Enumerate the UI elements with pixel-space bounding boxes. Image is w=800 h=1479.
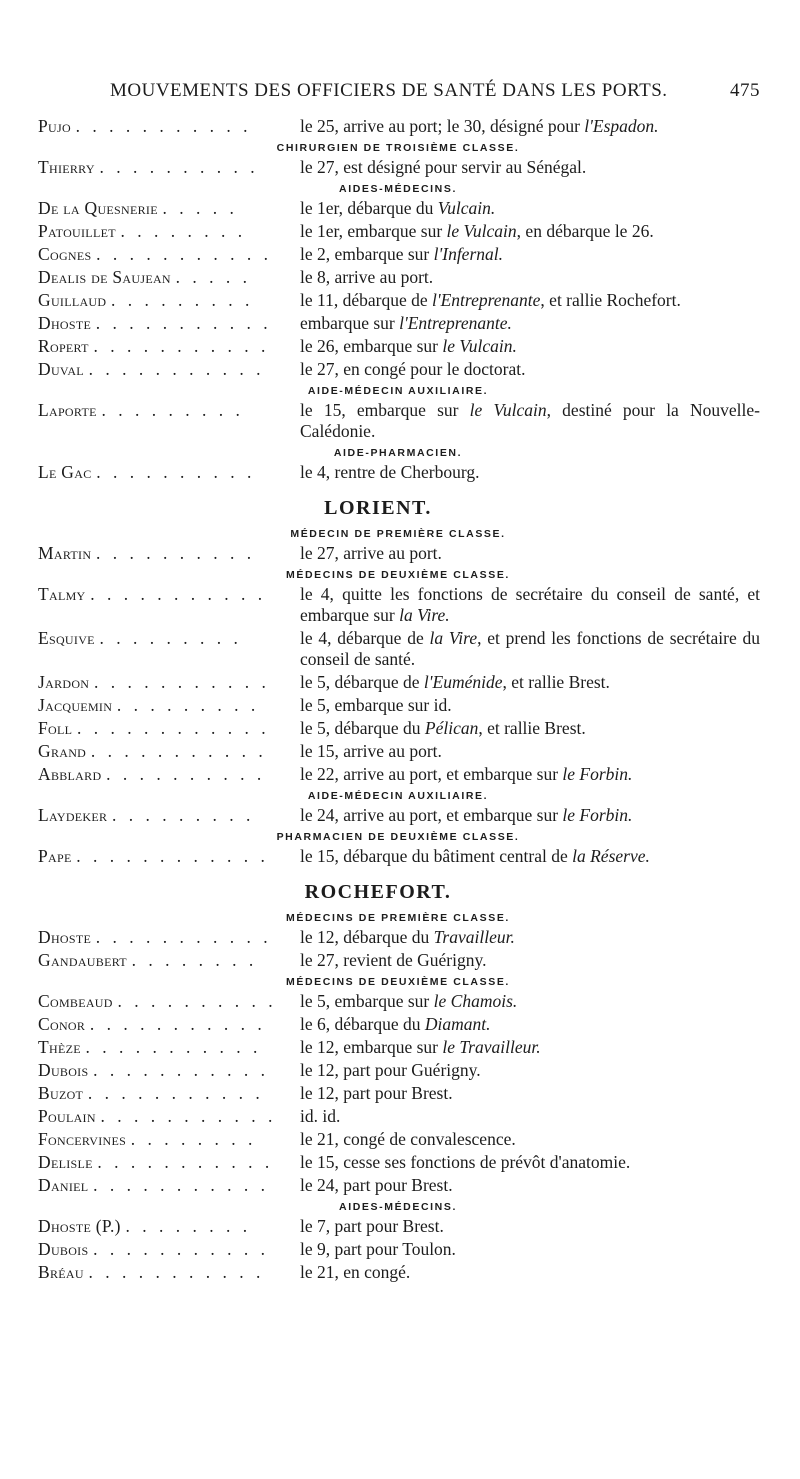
officer-name xyxy=(38,313,296,334)
movement-description: le 12, part pour Guérigny. xyxy=(300,1060,481,1080)
ship-name: le Forbin. xyxy=(562,764,633,784)
officer-name xyxy=(38,1152,296,1173)
leader-dots: . . . . . . . . . . . xyxy=(90,741,267,761)
officer-name-text: Dealis de Saujean xyxy=(38,267,171,287)
rank-heading: MÉDECIN DE PREMIÈRE CLASSE. xyxy=(290,528,506,540)
officer-name-text: Guillaud xyxy=(38,290,107,310)
movement-description: le 26, embarque sur le Vulcain. xyxy=(300,336,517,356)
leader-dots: . . . . . . . . . . xyxy=(99,157,259,177)
ship-name: le Vulcain xyxy=(469,400,547,420)
leader-dots: . . . . . . . . . xyxy=(99,628,242,648)
ship-name: l'Entreprenante xyxy=(432,290,541,310)
officer-entry xyxy=(38,1152,760,1173)
officer-name-text: Thierry xyxy=(38,157,95,177)
leader-dots: . . . . . . . . . xyxy=(112,805,255,825)
movement-description: le 11, débarque de l'Entreprenante, et rallie Rochefort. xyxy=(300,290,681,310)
leader-dots: . . . . . . . . . . . . xyxy=(76,846,269,866)
ship-name: Pélican xyxy=(424,718,479,738)
officer-entry xyxy=(38,157,760,178)
officer-entry xyxy=(38,462,760,483)
officer-name-text: Poulain xyxy=(38,1106,96,1126)
officer-name xyxy=(38,991,296,1012)
movement-description: le 8, arrive au port. xyxy=(300,267,434,287)
officer-entry xyxy=(38,198,760,219)
movement-description: le 6, débarque du Diamant. xyxy=(300,1014,491,1034)
leader-dots: . . . . . . . . xyxy=(125,1216,252,1236)
ship-name: le Vulcain. xyxy=(442,336,517,356)
movement-description: le 4, rentre de Cherbourg. xyxy=(300,462,480,482)
officer-name-text: Pujo xyxy=(38,116,71,136)
officer-name-text: Patouillet xyxy=(38,221,116,241)
officer-entry xyxy=(38,1216,760,1237)
officer-name xyxy=(38,950,296,971)
officer-entry xyxy=(38,584,760,626)
movement-description: le 5, débarque de l'Euménide, et rallie Brest. xyxy=(300,672,610,692)
officer-name-text: Daniel xyxy=(38,1175,89,1195)
officer-name xyxy=(38,718,296,739)
officer-entry xyxy=(38,695,760,716)
officer-entry xyxy=(38,1083,760,1104)
movement-description: le 4, quitte les fonctions de secrétaire du conseil de santé, et embarque sur la Vire. xyxy=(300,584,760,625)
officer-entry xyxy=(38,1106,760,1127)
ship-name: la Vire. xyxy=(399,605,450,625)
leader-dots: . . . . . . . . . xyxy=(111,290,254,310)
leader-dots: . . . . . . . . . . xyxy=(96,462,256,482)
officer-name xyxy=(38,764,296,785)
leader-dots: . . . . . . . . . . xyxy=(106,764,266,784)
officer-name-text: Buzot xyxy=(38,1083,84,1103)
officer-entry xyxy=(38,805,760,826)
officer-entry xyxy=(38,359,760,380)
port-heading: LORIENT. xyxy=(324,497,432,519)
officer-name-text: Foncervines xyxy=(38,1129,127,1149)
officer-name xyxy=(38,336,296,357)
ship-name: l'Euménide xyxy=(423,672,503,692)
officer-entry xyxy=(38,290,760,311)
officer-name-text: Laydeker xyxy=(38,805,108,825)
ship-name: l'Entreprenante. xyxy=(399,313,512,333)
officer-name xyxy=(38,157,296,178)
officer-entry xyxy=(38,400,760,442)
officer-name-text: Duval xyxy=(38,359,84,379)
officer-entry xyxy=(38,672,760,693)
movement-description: le 25, arrive au port; le 30, désigné pour l'Espadon. xyxy=(300,116,659,136)
rank-heading: CHIRURGIEN DE TROISIÈME CLASSE. xyxy=(276,142,520,154)
officer-entry xyxy=(38,718,760,739)
officer-name-text: Dubois xyxy=(38,1239,89,1259)
movement-description: le 24, arrive au port, et embarque sur le Forbin. xyxy=(300,805,633,825)
leader-dots: . . . . . . . . . . . . xyxy=(76,718,270,738)
officer-name xyxy=(38,846,296,867)
movement-description: le 15, arrive au port. xyxy=(300,741,442,761)
officer-entry xyxy=(38,267,760,288)
officer-name-text: Thèze xyxy=(38,1037,81,1057)
officer-entry xyxy=(38,991,760,1012)
movement-description: le 5, embarque sur id. xyxy=(300,695,452,715)
officer-name-text: Dhoste (P.) xyxy=(38,1216,121,1236)
officer-entry xyxy=(38,543,760,564)
officer-entry xyxy=(38,846,760,867)
rank-heading: PHARMACIEN DE DEUXIÈME CLASSE. xyxy=(276,831,520,843)
leader-dots: . . . . . . . . xyxy=(120,221,247,241)
ship-name: Diamant. xyxy=(424,1014,491,1034)
officer-name-text: Grand xyxy=(38,741,87,761)
leader-dots: . . . . . . . . . xyxy=(101,400,244,420)
officer-name xyxy=(38,267,296,288)
movement-description: embarque sur l'Entreprenante. xyxy=(300,313,512,333)
movement-description: le 27, est désigné pour servir au Sénégal. xyxy=(300,157,587,177)
ship-name: l'Espadon. xyxy=(584,116,659,136)
leader-dots: . . . . . . . . . . . xyxy=(93,672,270,692)
personnel-movements-list xyxy=(38,116,760,1285)
leader-dots: . . . . . . . . . . . xyxy=(87,1083,264,1103)
officer-name-text: Ropert xyxy=(38,336,89,356)
officer-name xyxy=(38,927,296,948)
leader-dots: . . . . . . . . . . . xyxy=(90,584,267,604)
leader-dots: . . . . . . . . . . . xyxy=(97,1152,274,1172)
port-heading: ROCHEFORT. xyxy=(304,881,452,903)
leader-dots: . . . . . . . . . . . xyxy=(89,1014,266,1034)
leader-dots: . . . . . . . . . . xyxy=(117,991,277,1011)
officer-name xyxy=(38,1106,296,1127)
officer-name-text: Dhoste xyxy=(38,313,92,333)
officer-name-text: Combeaud xyxy=(38,991,113,1011)
rank-heading: AIDE-MÉDECIN AUXILIAIRE. xyxy=(307,385,489,397)
movement-description: le 27, revient de Guérigny. xyxy=(300,950,487,970)
officer-name-text: Laporte xyxy=(38,400,97,420)
movement-description: le 5, débarque du Pélican, et rallie Brest. xyxy=(300,718,586,738)
movement-description: le 12, embarque sur le Travailleur. xyxy=(300,1037,541,1057)
officer-name-text: Abblard xyxy=(38,764,102,784)
leader-dots: . . . . . . . . . . . xyxy=(96,244,273,264)
officer-entry xyxy=(38,336,760,357)
officer-name-text: Pape xyxy=(38,846,72,866)
officer-entry xyxy=(38,116,760,137)
officer-name-text: Jacquemin xyxy=(38,695,113,715)
rank-heading: AIDES-MÉDECINS. xyxy=(339,1201,457,1213)
officer-name-text: Martin xyxy=(38,543,92,563)
officer-name-text: Bréau xyxy=(38,1262,84,1282)
ship-name: le Forbin. xyxy=(562,805,633,825)
officer-entry xyxy=(38,1129,760,1150)
officer-entry xyxy=(38,628,760,670)
movement-description: le 24, part pour Brest. xyxy=(300,1175,453,1195)
officer-name-text: Talmy xyxy=(38,584,86,604)
officer-name-text: Foll xyxy=(38,718,73,738)
ship-name: Vulcain. xyxy=(437,198,496,218)
officer-name xyxy=(38,584,296,605)
movement-description: le 2, embarque sur l'Infernal. xyxy=(300,244,503,264)
officer-name-text: Delisle xyxy=(38,1152,93,1172)
officer-entry xyxy=(38,221,760,242)
officer-entry xyxy=(38,1262,760,1283)
officer-entry xyxy=(38,1037,760,1058)
officer-name xyxy=(38,1262,296,1283)
officer-entry xyxy=(38,927,760,948)
leader-dots: . . . . . . . . . . . xyxy=(93,336,270,356)
officer-entry xyxy=(38,741,760,762)
leader-dots: . . . . . . . . . xyxy=(116,695,260,715)
leader-dots: . . . . . xyxy=(162,198,238,218)
ship-name: le Travailleur. xyxy=(442,1037,541,1057)
officer-entry xyxy=(38,244,760,265)
officer-name-text: Le Gac xyxy=(38,462,92,482)
leader-dots: . . . . . . . . . . . xyxy=(93,1175,269,1195)
ship-name: le Vulcain xyxy=(446,221,517,241)
officer-name-text: Dubois xyxy=(38,1060,89,1080)
movement-description: le 15, cesse ses fonctions de prévôt d'anatomie. xyxy=(300,1152,631,1172)
movement-description: le 22, arrive au port, et embarque sur le Forbin. xyxy=(300,764,633,784)
movement-description: le 15, débarque du bâtiment central de la Réserve. xyxy=(300,846,650,866)
ship-name: la Vire xyxy=(429,628,478,648)
leader-dots: . . . . . . . . . . . xyxy=(95,313,272,333)
leader-dots: . . . . . . . . . . . xyxy=(95,927,272,947)
leader-dots: . . . . . . . . xyxy=(130,1129,257,1149)
leader-dots: . . . . . . . . . . xyxy=(96,543,256,563)
leader-dots: . . . . . . . . . . . xyxy=(100,1106,277,1126)
ship-name: le Chamois. xyxy=(433,991,518,1011)
ship-name: Travailleur. xyxy=(433,927,515,947)
ship-name: la Réserve. xyxy=(572,846,650,866)
movement-description: le 5, embarque sur le Chamois. xyxy=(300,991,518,1011)
ship-name: l'Infernal. xyxy=(433,244,503,264)
officer-name xyxy=(38,400,296,421)
officer-name xyxy=(38,741,296,762)
movement-description: le 1er, embarque sur le Vulcain, en débarque le 26. xyxy=(300,221,654,241)
officer-name xyxy=(38,244,296,265)
officer-name xyxy=(38,1239,296,1260)
officer-name xyxy=(38,116,296,137)
leader-dots: . . . . . . . . . . . xyxy=(88,1262,265,1282)
rank-heading: AIDES-MÉDECINS. xyxy=(339,183,457,195)
movement-description: le 21, congé de convalescence. xyxy=(300,1129,516,1149)
leader-dots: . . . . . xyxy=(175,267,251,287)
officer-name-text: De la Quesnerie xyxy=(38,198,158,218)
officer-name xyxy=(38,290,296,311)
officer-entry xyxy=(38,313,760,334)
officer-name xyxy=(38,695,296,716)
officer-name xyxy=(38,221,296,242)
officer-name xyxy=(38,359,296,380)
movement-description: le 9, part pour Toulon. xyxy=(300,1239,456,1259)
rank-heading: MÉDECINS DE DEUXIÈME CLASSE. xyxy=(286,569,510,581)
leader-dots: . . . . . . . . . . . xyxy=(85,1037,262,1057)
officer-name-text: Conor xyxy=(38,1014,86,1034)
rank-heading: AIDE-PHARMACIEN. xyxy=(333,447,463,459)
officer-name xyxy=(38,543,296,564)
officer-entry xyxy=(38,764,760,785)
officer-name xyxy=(38,198,296,219)
officer-entry xyxy=(38,1175,760,1196)
leader-dots: . . . . . . . . . . . xyxy=(93,1060,270,1080)
movement-description: le 21, en congé. xyxy=(300,1262,411,1282)
officer-entry xyxy=(38,1014,760,1035)
running-header xyxy=(110,80,760,110)
leader-dots: . . . . . . . . . . . xyxy=(93,1239,270,1259)
officer-name xyxy=(38,1129,296,1150)
movement-description: le 4, débarque de la Vire, et prend les fonctions de secrétaire du conseil de santé. xyxy=(300,628,760,669)
movement-description: le 1er, débarque du Vulcain. xyxy=(300,198,496,218)
movement-description: le 12, débarque du Travailleur. xyxy=(300,927,515,947)
officer-name xyxy=(38,672,296,693)
officer-name xyxy=(38,805,296,826)
officer-name xyxy=(38,1060,296,1081)
running-title: MOUVEMENTS DES OFFICIERS DE SANTÉ DANS LES PORTS. xyxy=(110,80,668,101)
officer-entry xyxy=(38,1239,760,1260)
officer-name-text: Cognes xyxy=(38,244,92,264)
movement-description: le 27, en congé pour le doctorat. xyxy=(300,359,526,379)
leader-dots: . . . . . . . . . . . xyxy=(88,359,265,379)
officer-name-text: Jardon xyxy=(38,672,90,692)
officer-name xyxy=(38,1037,296,1058)
movement-description: le 15, embarque sur le Vulcain, destiné pour la Nouvelle-Calédonie. xyxy=(300,400,760,441)
officer-name xyxy=(38,1175,296,1196)
movement-description: le 27, arrive au port. xyxy=(300,543,442,563)
movement-description: id. id. xyxy=(300,1106,341,1126)
page-number: 475 xyxy=(730,80,760,101)
officer-name xyxy=(38,1083,296,1104)
leader-dots: . . . . . . . . . . . xyxy=(75,116,252,136)
officer-name-text: Gandaubert xyxy=(38,950,127,970)
officer-name-text: Dhoste xyxy=(38,927,92,947)
leader-dots: . . . . . . . . xyxy=(131,950,258,970)
rank-heading: AIDE-MÉDECIN AUXILIAIRE. xyxy=(307,790,489,802)
officer-name xyxy=(38,462,296,483)
movement-description: le 7, part pour Brest. xyxy=(300,1216,444,1236)
rank-heading: MÉDECINS DE DEUXIÈME CLASSE. xyxy=(286,976,510,988)
officer-name-text: Esquive xyxy=(38,628,95,648)
rank-heading: MÉDECINS DE PREMIÈRE CLASSE. xyxy=(286,912,510,924)
officer-name xyxy=(38,1014,296,1035)
officer-entry xyxy=(38,950,760,971)
officer-name xyxy=(38,628,296,649)
officer-entry xyxy=(38,1060,760,1081)
movement-description: le 12, part pour Brest. xyxy=(300,1083,453,1103)
officer-name xyxy=(38,1216,296,1237)
